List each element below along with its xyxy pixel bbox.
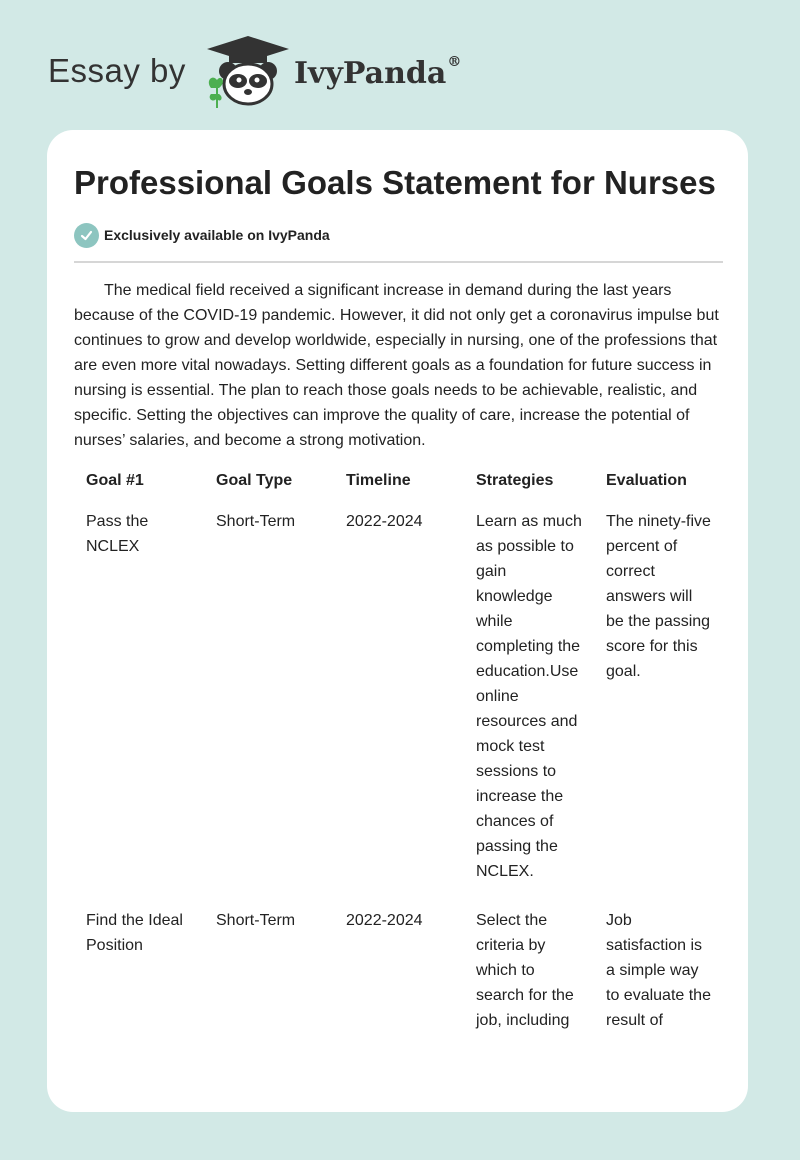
table-cell: The ninety-five percent of correct answers will be the passing score for this goal. — [606, 513, 711, 680]
column-header: Goal #1 — [86, 472, 144, 489]
table-cell: 2022-2024 — [346, 912, 423, 929]
essay-by-label: Essay by — [48, 52, 186, 89]
table-cell: Learn as much as possible to gain knowledge while completing the education.Use online resources and mock test sessions to increase the chances of passing the NCLEX. — [476, 513, 582, 880]
page-title: Professional Goals Statement for Nurses — [74, 164, 716, 201]
intro-paragraph: The medical field received a significant increase in demand during the last years because of the COVID-19 pandemic. However, it did not only get a coronavirus impulse but continues to grow and develop worldwide, especially in nursing, one of the professions that are even more vital nowadays. Setting different goals as a foundation for future success in nursing is essential. The plan to reach those goals needs to be achievable, realistic, and specific. Setting the objectives can improve the quality of care, increase the potential of nurses’ salaries, and become a strong motivation. — [74, 282, 719, 449]
table-cell: Find the Ideal Position — [86, 912, 183, 954]
goals-table — [74, 461, 724, 1057]
panda-graduate-icon — [203, 36, 293, 108]
site-header — [48, 36, 548, 116]
table-cell: Pass the NCLEX — [86, 513, 149, 555]
table-cell: 2022-2024 — [346, 513, 423, 530]
column-header: Strategies — [476, 472, 554, 489]
column-header: Timeline — [346, 472, 411, 489]
table-header-row — [74, 461, 724, 509]
badge-text: Exclusively available on IvyPanda — [104, 227, 330, 243]
essay-card — [47, 130, 748, 1112]
exclusive-badge — [74, 222, 330, 248]
table-cell: Select the criteria by which to search for the job, including — [476, 912, 574, 1029]
table-cell: Job satisfaction is a simple way to evaluate the result of — [606, 912, 711, 1029]
table-row — [74, 509, 724, 908]
table-cell: Short-Term — [216, 912, 296, 929]
brand-logo-text[interactable]: IvyPanda® — [294, 54, 462, 91]
divider — [74, 261, 723, 263]
check-icon — [74, 223, 99, 248]
table-row — [74, 908, 724, 1057]
column-header: Evaluation — [606, 472, 687, 489]
table-cell: Short-Term — [216, 513, 296, 530]
column-header: Goal Type — [216, 472, 293, 489]
